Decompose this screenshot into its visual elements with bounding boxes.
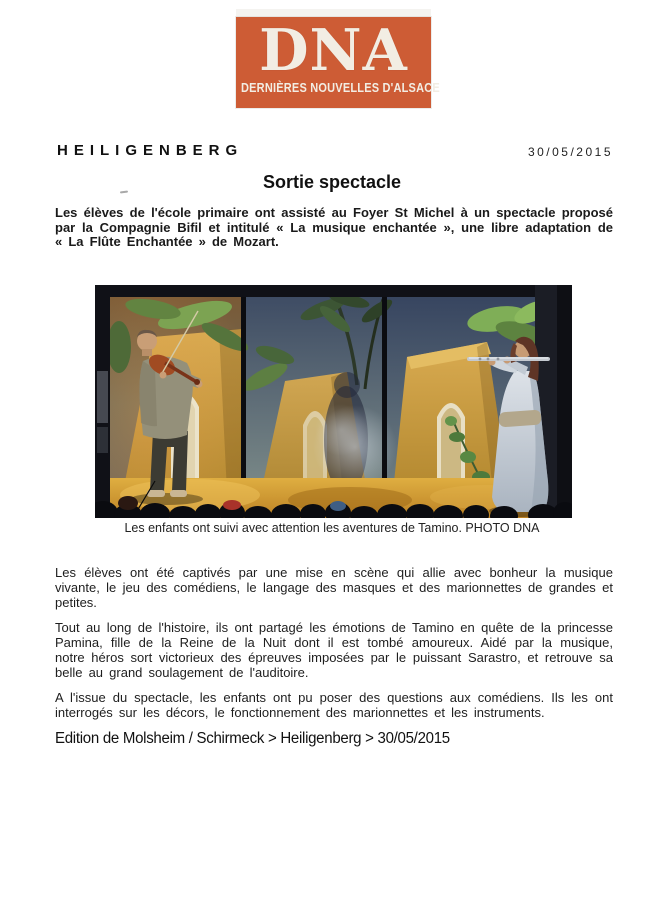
section-kicker: HEILIGENBERG [57,142,244,159]
article-photo [95,285,572,518]
dna-logo-tagline: DERNIÈRES NOUVELLES D'ALSACE [241,81,440,96]
article-date: 30/05/2015 [527,145,613,159]
article-paragraph: Les élèves ont été captivés par une mise en scène qui allie avec bonheur la musique vivante, le jeu des comédiens, le langage des masques et des marionnettes de grandes et petites. [55,565,613,610]
dna-logo [236,17,440,108]
photo-caption: Les enfants ont suivi avec attention les aventures de Tamino. PHOTO DNA [124,521,540,535]
article-paragraph: Tout au long de l'histoire, ils ont partagé les émotions de Tamino en quête de la princesse Pamina, fille de la Reine de la Nuit dont il est tombé amoureux. Aidé par la musique, notre héros sort victorieux des épreuves imposées par le puissant Sarastro, et retrouve sa belle au grand soulagement de l'auditoire. [55,620,613,680]
stage-photo-illustration [95,285,572,518]
article-body [55,565,613,748]
article-paragraph: A l'issue du spectacle, les enfants ont pu poser des questions aux comédiens. Ils les ont interrogés sur les décors, le fonctionnement des marionnettes et les instruments. [55,690,613,720]
article-title: Sortie spectacle [262,172,402,192]
article-lead: Les élèves de l'école primaire ont assisté au Foyer St Michel à un spectacle proposé par la Compagnie Bifil et intitulé « La musique enchantée », une libre adaptation de « La Flûte Enchantée » de Mozart. [55,205,613,250]
edition-breadcrumb: Edition de Molsheim / Schirmeck > Heiligenberg > 30/05/2015 [55,730,450,747]
dna-logo-title: DNA [259,17,408,84]
